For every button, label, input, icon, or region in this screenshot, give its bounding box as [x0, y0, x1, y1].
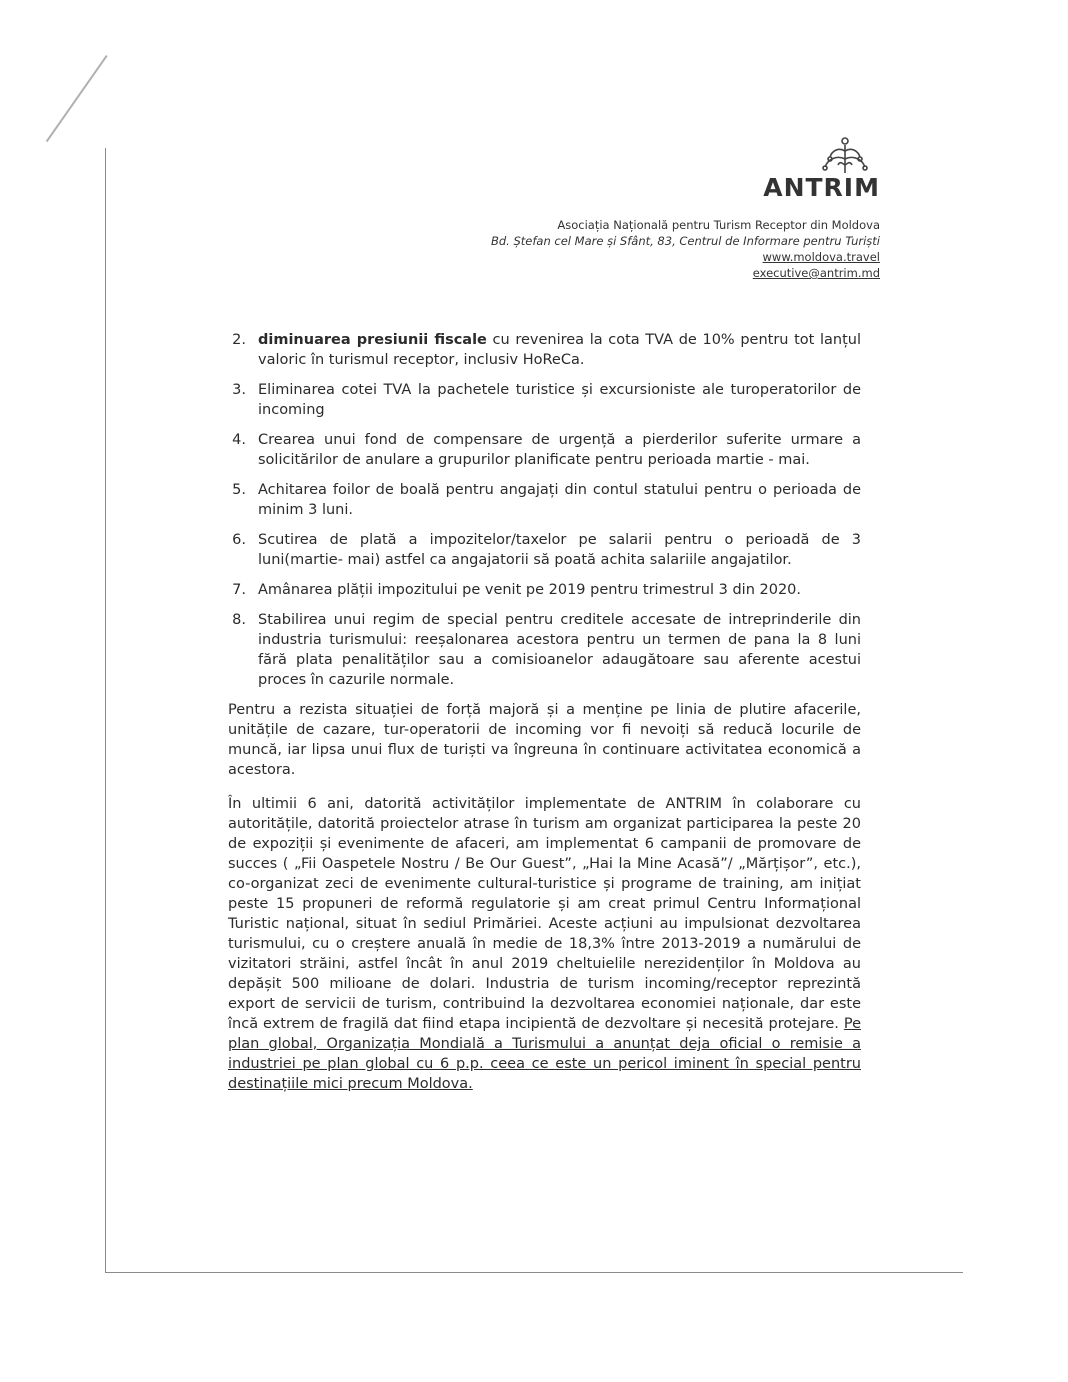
scan-edge	[105, 148, 106, 1273]
paragraph-workforce: Pentru a rezista situației de forță majoră și a menține pe linia de plutire afacerile, unitățile de cazare, tur-operatorii de incoming vor fi nevoiți să reducă locurile de muncă, iar lipsa unui flux de turiști va îngreuna în continuare activitatea economică a acestora.	[228, 702, 861, 778]
contact-block	[360, 217, 880, 281]
list-item: 7. Amânarea plății impozitului pe venit pe 2019 pentru trimestrul 3 din 2020.	[232, 582, 802, 598]
list-item: 6. Scutirea de plată a impozitelor/taxelor pe salarii pentru o perioadă de 3 luni(martie- mai) astfel ca angajatorii să poată achita salariile angajatilor.	[232, 532, 861, 568]
logo-text: ANTRIM	[763, 173, 880, 202]
paragraph-achievements: În ultimii 6 ani, datorită activităților implementate de ANTRIM în colaborare cu autoritățile, datorită proiectelor atrase în turism am organizat participarea la peste 20 de expoziții și evenimente de afaceri, am implementat 6 campanii de promovare de succes ( „Fii Oaspetele Nostru / Be Our Guest”, „Hai la Mine Acasă”/ „Mărțișor”, etc.), co-organizat zeci de evenimente cultural-turistice și programe de training, am inițiat peste 15 propuneri de reformă regulatorie și am creat primul Centru Informațional Turistic național, situat în sediul Primăriei. Aceste acțiuni au impulsionat dezvoltarea turismului, cu o creștere anuală în medie de 18,3% între 2013-2019 a numărului de vizitatori străini, astfel încât în anul 2019 cheltuielile nerezidenților în Moldova au depășit 500 milioane de dolari. Industria de turism incoming/receptor reprezintă export de servicii de turism, contribuind la dezvoltarea economiei naționale, dar este încă extrem de fragilă dat fiind etapa incipientă de dezvoltare și necesită protejare. Pe plan global, Organizația Mondială a Turismului a anunțat deja oficial o remisie a industriei pe plan global cu 6 p.p. ceea ce este un pericol iminent în special pentru destinațiile mici precum Moldova.	[228, 796, 861, 1092]
letter-body	[228, 330, 861, 1094]
address: Bd. Ștefan cel Mare și Sfânt, 83, Centrul de Informare pentru Turiști	[490, 234, 880, 248]
scan-edge	[105, 1272, 963, 1273]
measures-list	[228, 330, 861, 690]
list-item: 5. Achitarea foilor de boală pentru angajați din contul statului pentru o perioada de minim 3 luni.	[232, 482, 861, 518]
website-link[interactable]: www.moldova.travel	[762, 250, 880, 264]
list-item: 2. diminuarea presiunii fiscale cu revenirea la cota TVA de 10% pentru tot lanțul valoric în turismul receptor, inclusiv HoReCa.	[232, 332, 862, 368]
underlined-statement: Pe plan global, Organizația Mondială a Turismului a anunțat deja oficial o remisie a industriei pe plan global cu 6 p.p. ceea ce este un pericol iminent în special pentru destinațiile mici precum Moldova.	[228, 1016, 861, 1092]
list-item: 3. Eliminarea cotei TVA la pachetele turistice și excursioniste ale turoperatorilor de incoming	[232, 382, 861, 418]
email-link[interactable]: executive@antrim.md	[752, 266, 880, 280]
list-item: 4. Crearea unui fond de compensare de urgență a pierderilor suferite urmare a solicitărilor de anulare a grupurilor planificate pentru perioada martie - mai.	[232, 432, 861, 468]
list-item: 8. Stabilirea unui regim de special pentru creditele accesate de intreprinderile din industria turismului: reeșalonarea acestora pentru un termen de pana la 8 luni fără plata penalităților sau a comisioanelor adaugătoare sau aferente acestui proces în cazurile normale.	[232, 612, 861, 688]
antrim-logo-icon	[820, 135, 870, 175]
scan-edge	[46, 55, 108, 142]
organization-name: Asociația Națională pentru Turism Receptor din Moldova	[557, 218, 880, 232]
